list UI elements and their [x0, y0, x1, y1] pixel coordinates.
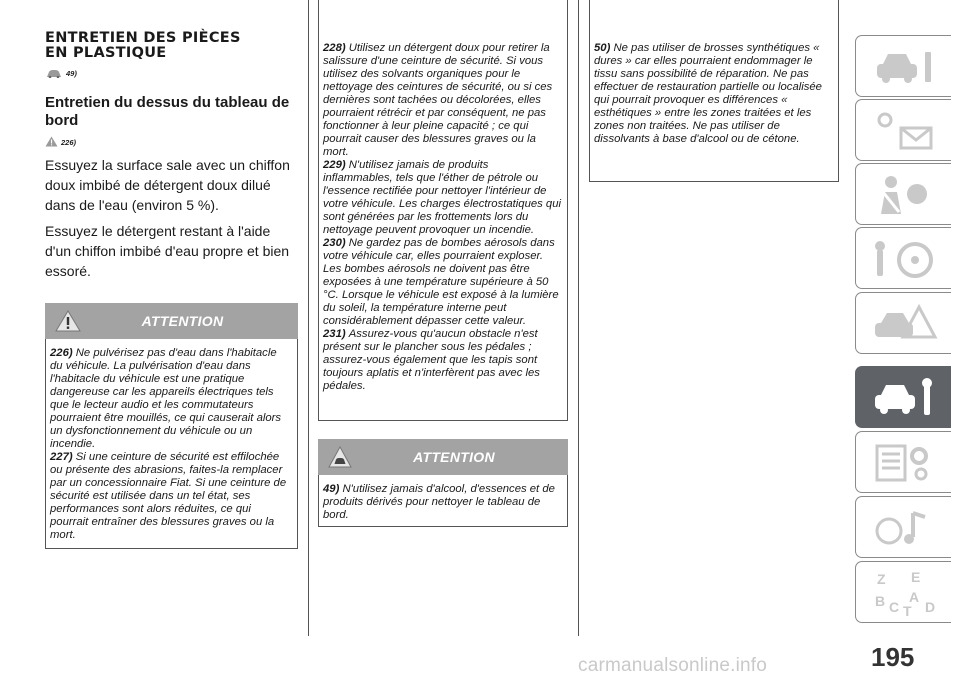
- chapter-tab[interactable]: [855, 227, 951, 289]
- chapter-tab[interactable]: [855, 366, 951, 428]
- attention-notes-continued: [589, 0, 839, 182]
- column-left: [45, 0, 298, 549]
- attention-label: ATTENTION: [413, 449, 495, 465]
- car-warning-icon: [328, 446, 352, 468]
- attention-note: [323, 328, 561, 393]
- section-title-line: EN PLASTIQUE: [45, 45, 167, 61]
- section-ref: [45, 67, 298, 78]
- note-text: Assurez-vous qu'aucun obstacle n'est présent sur le plancher sous les pédales ; assurez-vous également que les tapis sont toujours aplatis et n'interfèrent pas avec les pédales.: [323, 328, 540, 392]
- note-number: 226): [50, 347, 76, 359]
- column-divider: [578, 0, 579, 636]
- attention-note: [323, 237, 561, 328]
- attention-notes: [318, 475, 568, 527]
- note-text: N'utilisez jamais de produits inflammables, tels que l'éther de pétrole ou l'essence rectifiée pour nettoyer l'intérieur de votre véhicule. Les charges électrostatiques qui sont générées par les frottements lors du nettoyage peuvent provoquer un incendie.: [323, 159, 561, 236]
- subsection-ref-number: 226): [61, 138, 77, 147]
- attention-note: [594, 42, 832, 146]
- seatbelt-airbag-icon: [869, 170, 939, 218]
- note-number: 228): [323, 42, 349, 54]
- note-number: 227): [50, 451, 76, 463]
- attention-note: [323, 159, 561, 237]
- warning-triangle-icon: [45, 136, 58, 147]
- note-text: Si une ceinture de sécurité est effilochée ou présente des abrasions, faites-la remplacer par un concessionnaire Fiat. Si une ceinture de sécurité est utilisée dans un tel état, ses performances sont alors réduites, ce qui pourrait entraîner des blessures graves ou la mort.: [50, 451, 287, 541]
- subsection-title: [45, 94, 298, 130]
- chapter-tab[interactable]: [855, 35, 951, 97]
- subsection-title-line: Entretien du dessus du tableau de: [45, 94, 290, 111]
- note-text: Ne pas utiliser de brosses synthétiques « dures » car elles pourraient endommager le tissu sans possibilité de réparation. Ne pas effectuer de restauration partielle ou localisée qui pourrait provoquer es différences « esthétiques » entre les zones traitées et les zones non traitées. Ne pas utiliser de dissolvants à base d'alcool ou de cétone.: [594, 42, 822, 145]
- index-letter: A: [908, 589, 919, 605]
- multimedia-icon: [869, 503, 939, 551]
- chapter-tab[interactable]: [855, 496, 951, 558]
- attention-note: [50, 451, 291, 542]
- chapter-tab[interactable]: [855, 431, 951, 493]
- note-number: 229): [323, 159, 349, 171]
- index-letters-icon: [869, 568, 939, 616]
- chapter-tab[interactable]: [855, 292, 951, 354]
- note-text: Utilisez un détergent doux pour retirer la salissure d'une ceinture de sécurité. Si vous utilisez des solvants organiques pour le nettoyage des ceintures de sécurité, ou si ces dernières sont tachées ou décolorées, elles pourraient rétrécir et par conséquent, ne pas fonctionner à leur pleine capacité ; ce qui pourrait causer des blessures graves ou la mort.: [323, 42, 553, 158]
- column-middle: [318, 0, 568, 527]
- watermark: carmanualsonline.info: [578, 655, 768, 676]
- index-letter: D: [924, 599, 935, 615]
- subsection-ref: [45, 136, 298, 147]
- index-letter: T: [902, 603, 912, 616]
- index-letter: E: [910, 569, 920, 585]
- car-info-icon: [869, 42, 939, 90]
- car-wrench-icon: [869, 373, 939, 421]
- index-letter: Z: [876, 571, 886, 587]
- note-number: 231): [323, 328, 349, 340]
- column-right: [589, 0, 839, 182]
- car-warning-icon: [45, 67, 63, 78]
- attention-note: [323, 42, 561, 159]
- attention-notes-continued: [318, 0, 568, 421]
- chapter-tab[interactable]: [855, 99, 951, 161]
- chapter-tab[interactable]: [855, 561, 951, 623]
- car-crash-warning-icon: [869, 299, 939, 347]
- specs-gears-icon: [869, 438, 939, 486]
- attention-label: ATTENTION: [141, 313, 224, 329]
- note-text: Ne pulvérisez pas d'eau dans l'habitacle du véhicule. La pulvérisation d'eau dans l'habitacle du véhicule est une pratique dangereuse car les appareils électriques tels que le lecteur audio et les commutateurs pourraient être mouillés, ce qui causerait alors un dysfonctionnement du véhicule ou un incendie.: [50, 347, 282, 450]
- warning-lights-envelope-icon: [869, 106, 939, 154]
- note-number: 50): [594, 42, 614, 54]
- warning-triangle-icon: [55, 310, 81, 332]
- paragraph: Essuyez la surface sale avec un chiffon doux imbibé de détergent doux dilué dans de l'eau (environ 5 %).: [45, 157, 290, 213]
- paragraph: Essuyez le détergent restant à l'aide d'un chiffon imbibé d'eau propre et bien essoré.: [45, 223, 290, 279]
- note-text: Ne gardez pas de bombes aérosols dans votre véhicule car, elles pourraient exploser. Les bombes aérosols ne doivent pas être exposées à une température supérieure à 50 °C. Lorsque le véhicule est exposé à la lumière du soleil, la température interne peut considérablement dépasser cette valeur.: [323, 237, 559, 327]
- section-title: [45, 31, 298, 61]
- note-text: N'utilisez jamais d'alcool, d'essences et de produits dérivés pour nettoyer le tableau de bord.: [323, 483, 555, 521]
- attention-note: [323, 483, 561, 522]
- chapter-tab[interactable]: [855, 163, 951, 225]
- key-steering-wheel-icon: [869, 234, 939, 282]
- attention-note: [50, 347, 291, 451]
- page-number: 195: [871, 642, 915, 672]
- section-ref-number: 49): [66, 69, 77, 78]
- attention-banner: [318, 439, 568, 475]
- attention-notes: [45, 339, 298, 549]
- note-number: 230): [323, 237, 349, 249]
- section-title-line: ENTRETIEN DES PIÈCES: [45, 30, 241, 46]
- column-divider: [308, 0, 309, 636]
- note-number: 49): [323, 483, 343, 495]
- index-letter: B: [874, 593, 885, 609]
- subsection-title-line: bord: [45, 112, 79, 129]
- attention-banner: [45, 303, 298, 339]
- index-letter: C: [888, 599, 899, 615]
